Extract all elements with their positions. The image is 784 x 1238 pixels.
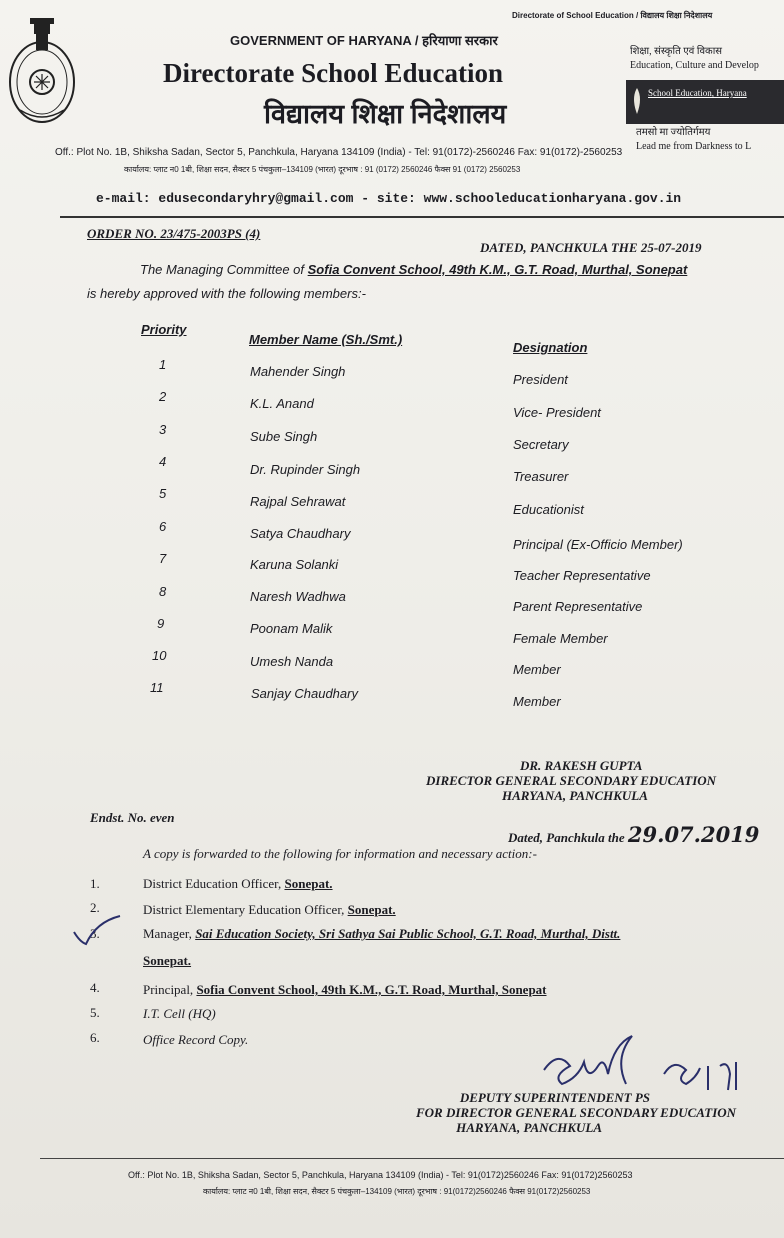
list-item-underlined: Sonepat. [347, 902, 396, 917]
table-row-priority: 2 [159, 389, 167, 404]
list-item-underlined: Sonepat. [143, 953, 192, 968]
table-row-name: Dr. Rupinder Singh [250, 462, 361, 477]
list-item-number: 6. [90, 1030, 100, 1045]
list-item-number: 5. [90, 1005, 100, 1020]
endorsement-date-label: Dated, Panchkula the [508, 830, 625, 845]
table-row-priority: 3 [159, 422, 167, 437]
email-site-line: e-mail: edusecondaryhry@gmail.com - site: www.schooleducationharyana.gov.in [96, 191, 682, 206]
government-line: GOVERNMENT OF HARYANA / हरियाणा सरकार [230, 33, 498, 48]
header-priority: Priority [141, 322, 187, 337]
tick-mark-icon [70, 912, 126, 946]
school-name: Sofia Convent School, 49th K.M., G.T. Road, Murthal, Sonepat [307, 262, 688, 277]
intro-line-2: is hereby approved with the following members:- [87, 286, 366, 301]
signatory-block [426, 758, 717, 803]
office-address: Off.: Plot No. 1B, Shiksha Sadan, Sector 5, Panchkula, Haryana 134109 (India) - Tel: 91(0172)-2560246 Fax: 91(0172)-2560253 [55, 147, 623, 158]
right-tagline-english: Education, Culture and Develop [630, 60, 759, 71]
table-row-designation: Member [513, 662, 561, 677]
table-row-priority: 1 [159, 357, 167, 372]
right-tagline-hindi: शिक्षा, संस्कृति एवं विकास [630, 46, 723, 57]
logo-text: School Education, Haryana [648, 88, 747, 98]
list-item: Office Record Copy. [143, 1032, 249, 1047]
table-row-designation: Teacher Representative [513, 568, 651, 583]
table-row-name: Umesh Nanda [250, 654, 334, 669]
list-item-underlined: Sonepat. [284, 876, 333, 891]
deputy-signatory-line3: HARYANA, PANCHKULA [456, 1120, 603, 1135]
list-item [143, 926, 620, 942]
haryana-emblem-icon [6, 10, 78, 128]
table-row-name: Naresh Wadhwa [250, 589, 346, 604]
list-item-text: District Education Officer, [143, 876, 285, 891]
signatory-title: DIRECTOR GENERAL SECONDARY EDUCATION [426, 773, 717, 788]
table-row-name: Sube Singh [250, 429, 318, 444]
list-item-number: 4. [90, 980, 100, 995]
forward-line: A copy is forwarded to the following for information and necessary action:- [143, 846, 537, 861]
logo-flame-icon [630, 86, 644, 116]
table-row-name: Mahender Singh [250, 364, 346, 379]
list-item-text: Manager, [143, 926, 196, 941]
department-title-hindi: विद्यालय शिक्षा निदेशालय [264, 99, 507, 129]
right-tagline [630, 45, 759, 73]
table-row-priority: 5 [159, 486, 167, 501]
endorsement-number: Endst. No. even [90, 810, 175, 825]
signatory-name: DR. RAKESH GUPTA [520, 758, 643, 773]
table-row-name: Sanjay Chaudhary [251, 686, 358, 701]
top-note: Directorate of School Education / विद्यालय शिक्षा निदेशालय [512, 11, 713, 20]
list-item [143, 902, 396, 918]
intro-line [140, 262, 687, 277]
table-row-name: Satya Chaudhary [250, 526, 351, 541]
table-row-name: K.L. Anand [250, 396, 314, 411]
order-date: DATED, PANCHKULA THE 25-07-2019 [480, 240, 702, 255]
header-designation: Designation [513, 340, 588, 355]
table-row-designation: Female Member [513, 631, 608, 646]
list-item-text: Principal, [143, 982, 197, 997]
motto [636, 126, 751, 154]
order-number: ORDER NO. 23/475-2003PS (4) [87, 226, 261, 241]
list-item-text: District Elementary Education Officer, [143, 902, 348, 917]
table-row-priority: 11 [150, 680, 164, 695]
list-item-underlined: Sai Education Society, Sri Sathya Sai Public School, G.T. Road, Murthal, Distt. [195, 926, 621, 941]
list-item-number: 2. [90, 900, 100, 915]
table-row-priority: 10 [152, 648, 167, 663]
table-row-designation: Secretary [513, 437, 569, 452]
department-title: Directorate School Education [163, 58, 503, 88]
list-item: I.T. Cell (HQ) [143, 1006, 216, 1021]
deputy-signatory-block [416, 1090, 736, 1135]
table-row-priority: 7 [159, 551, 167, 566]
table-row-priority: 4 [159, 454, 167, 469]
deputy-signatory-line2: FOR DIRECTOR GENERAL SECONDARY EDUCATION [416, 1105, 737, 1120]
table-row-designation: Member [513, 694, 561, 709]
list-item [143, 876, 333, 892]
footer-address-hindi: कार्यालय: प्लाट न0 1बी, शिक्षा सदन, सैक्टर 5 पंचकुला–134109 (भारत) दूरभाष : 91(0172)2560246 फैक्स 91(0172)2560253 [203, 1187, 591, 1196]
table-row-priority: 8 [159, 584, 167, 599]
table-row-designation: Parent Representative [513, 599, 643, 614]
school-education-logo [626, 80, 784, 124]
handwritten-date: 29.07.2019 [627, 822, 760, 847]
table-row-designation: Treasurer [513, 469, 569, 484]
motto-hindi: तमसो मा ज्योतिर्गमय [636, 127, 711, 138]
table-row-designation: Vice- President [513, 405, 601, 420]
table-row-priority: 6 [159, 519, 167, 534]
table-row-designation: President [513, 372, 568, 387]
office-address-hindi: कार्यालय: प्लाट न0 1बी, शिक्षा सदन, सैक्टर 5 पंचकुला–134109 (भारत) दूरभाष : 91 (0172) 2560246 फैक्स 91 (0172) 2560253 [124, 165, 521, 174]
table-row-priority: 9 [157, 616, 165, 631]
table-row-designation: Principal (Ex-Officio Member) [513, 537, 683, 552]
signatory-place: HARYANA, PANCHKULA [502, 788, 648, 803]
list-item [143, 982, 547, 998]
footer-divider [40, 1158, 784, 1159]
header-member-name: Member Name (Sh./Smt.) [249, 332, 403, 347]
list-item-number: 3. [90, 926, 100, 941]
intro-text: The Managing Committee of [140, 262, 308, 277]
deputy-signatory-line1: DEPUTY SUPERINTENDENT PS [459, 1090, 651, 1105]
endorsement-date [508, 822, 759, 847]
header-divider [60, 216, 784, 218]
motto-english: Lead me from Darkness to L [636, 141, 752, 152]
list-item-number: 1. [90, 876, 100, 891]
footer-address: Off.: Plot No. 1B, Shiksha Sadan, Sector 5, Panchkula, Haryana 134109 (India) - Tel: 91(0172)2560246 Fax: 91(0172)2560253 [128, 1170, 633, 1180]
table-row-name: Rajpal Sehrawat [250, 494, 346, 509]
list-item-continuation [143, 953, 191, 969]
list-item-underlined: Sofia Convent School, 49th K.M., G.T. Road, Murthal, Sonepat [196, 982, 547, 997]
table-row-name: Karuna Solanki [250, 557, 339, 572]
table-row-name: Poonam Malik [250, 621, 333, 636]
table-row-designation: Educationist [513, 502, 584, 517]
